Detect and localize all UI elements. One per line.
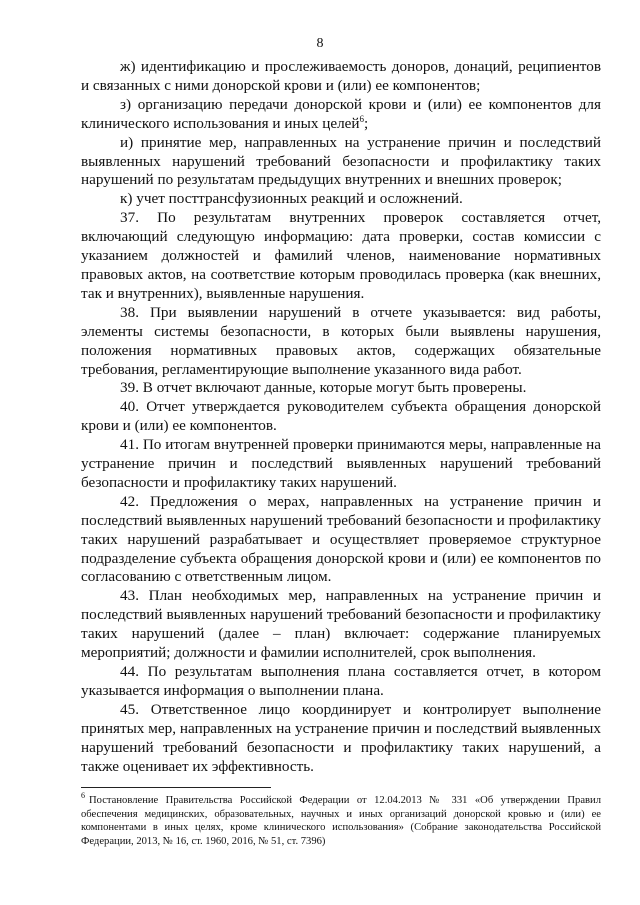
paragraph-40: 40. Отчет утверждается руководителем субъекта обращения донорской крови и (или) ее компонентов. bbox=[81, 398, 601, 435]
footnote-mark: 6 bbox=[81, 791, 85, 801]
footnote-text: Постановление Правительства Российской Федерации от 12.04.2013 № 331 «Об утверждении Правил обеспечения медицинских, образовательных, научных и иных организаций донорской кровью и (или) ее компонентами в иных целях, кроме клинического использования» (Собрание законодательства Российской Федерации, 2013, № 16, ст. 1960, 2016, № 51, ст. 7396) bbox=[81, 795, 601, 847]
page-number: 8 bbox=[316, 36, 324, 51]
footnote bbox=[81, 791, 601, 848]
footnote-divider bbox=[81, 787, 271, 788]
paragraph-item-i: и) принятие мер, направленных на устранение причин и последствий выявленных нарушений требований безопасности и профилактику таких нарушений по результатам предыдущих внутренних и внешних проверок; bbox=[81, 133, 601, 189]
paragraph-41: 41. По итогам внутренней проверки принимаются меры, направленные на устранение причин и последствий выявленных нарушений требований безопасности и профилактику таких нарушений. bbox=[81, 436, 601, 491]
paragraph-item-zh: ж) идентификацию и прослеживаемость доноров, донаций, реципиентов и связанных с ними донорской крови и (или) ее компонентов; bbox=[81, 58, 601, 94]
paragraph-item-z bbox=[81, 96, 601, 134]
paragraph-item-k: к) учет посттрансфузионных реакций и осложнений. bbox=[120, 190, 463, 208]
paragraph-44: 44. По результатам выполнения плана составляется отчет, в котором указывается информация о выполнении плана. bbox=[81, 663, 601, 699]
paragraph-42: 42. Предложения о мерах, направленных на устранение причин и последствий выявленных нарушений требований безопасности и профилактику таких нарушений разрабатывает и осуществляет проверяемое структурное подразделение субъекта обращения донорской крови и (или) ее компонентов по согласованию с ответственным лицом. bbox=[81, 492, 601, 586]
document-body bbox=[81, 58, 601, 776]
footnote-reference[interactable]: 6 bbox=[359, 113, 365, 124]
paragraph-43: 43. План необходимых мер, направленных на устранение причин и последствий выявленных нарушений требований безопасности и профилактику таких нарушений (далее – план) включает: содержание планируемых мероприятий; должности и фамилии исполнителей, срок выполнения. bbox=[81, 587, 601, 662]
paragraph-item-z-text: з) организацию передачи донорской крови и (или) ее компонентов для клинического использования и иных целей bbox=[81, 95, 601, 132]
paragraph-37: 37. По результатам внутренних проверок составляется отчет, включающий следующую информацию: дата проверки, состав комиссии с указанием должностей и фамилий членов, наименование нормативных правовых актов, на соответствие которым проводилась проверка (как внешних, так и внутренних), выявленные нарушения. bbox=[81, 209, 601, 302]
paragraph-39: 39. В отчет включают данные, которые могут быть проверены. bbox=[120, 379, 527, 397]
paragraph-38: 38. При выявлении нарушений в отчете указывается: вид работы, элементы системы безопасности, в которых были выявлены нарушения, положения нормативных правовых актов, содержащих обязательные требования, регламентирующие выполнение указанного вида работ. bbox=[81, 303, 601, 378]
footnote-reference-suffix: ; bbox=[364, 114, 369, 132]
paragraph-45: 45. Ответственное лицо координирует и контролирует выполнение принятых мер, направленных на устранение причин и последствий выявленных нарушений требований безопасности и профилактику таких нарушений, а также оценивает их эффективность. bbox=[81, 700, 601, 775]
